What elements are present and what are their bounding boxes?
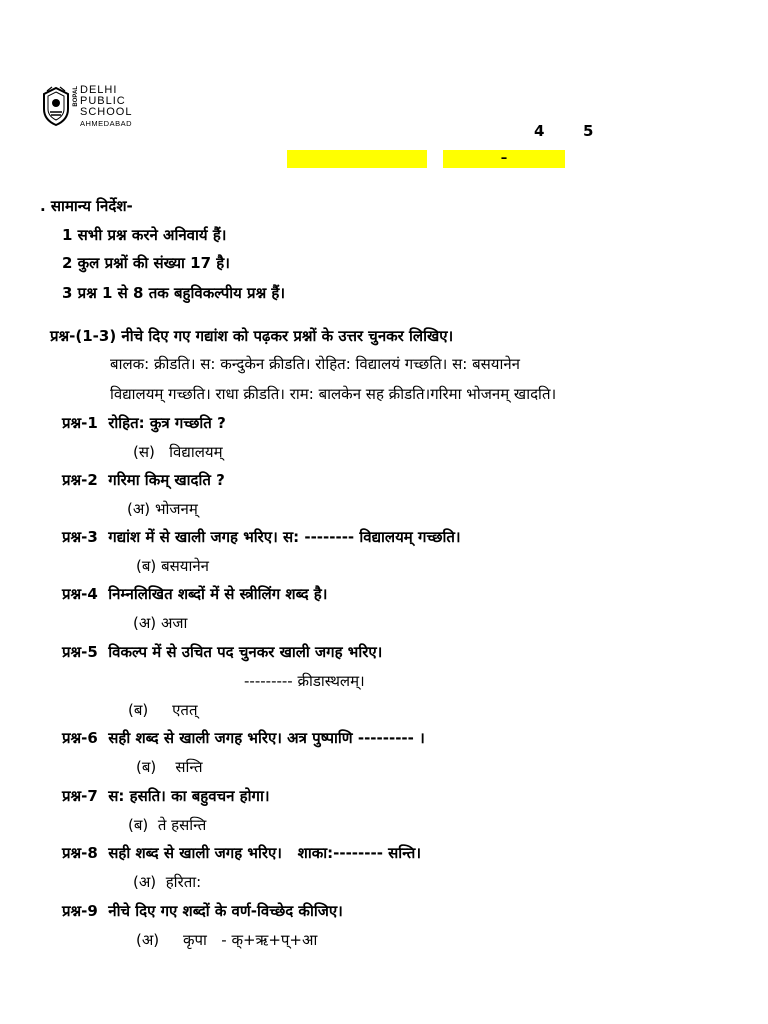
question-text: सही शब्द से खाली जगह भरिए। अत्र पुष्पाणि --------- । bbox=[108, 729, 425, 747]
answer-option: (अ) bbox=[136, 931, 160, 949]
answer-option: (स) bbox=[133, 443, 155, 461]
logo-vertical-text: BOPAL bbox=[73, 86, 79, 107]
question-6 bbox=[62, 728, 425, 748]
school-logo bbox=[40, 85, 72, 131]
question-8 bbox=[62, 843, 421, 863]
question-5 bbox=[62, 642, 382, 662]
class-number-2: 5 bbox=[583, 122, 594, 140]
question-3 bbox=[62, 527, 461, 547]
instructions-title: . सामान्य निर्देश- bbox=[40, 197, 133, 215]
school-emblem-icon bbox=[40, 85, 72, 127]
question-number: प्रश्न-1 bbox=[62, 414, 98, 432]
answer-option: (ब) bbox=[136, 758, 157, 776]
question-text: विकल्प में से उचित पद चुनकर खाली जगह भरिए। bbox=[108, 643, 383, 661]
instruction-item-3: 3 प्रश्न 1 से 8 तक बहुविकल्पीय प्रश्न हैं। bbox=[62, 284, 286, 302]
question-number: प्रश्न-8 bbox=[62, 844, 98, 862]
passage-heading: प्रश्न-(1-3) नीचे दिए गए गद्यांश को पढ़कर प्रश्नों के उत्तर चुनकर लिखिए। bbox=[50, 327, 454, 345]
question-text: रोहित: कुत्र गच्छति ? bbox=[108, 414, 226, 432]
passage-line-1: बालक: क्रीडति। स: कन्दुकेन क्रीडति। रोहित: विद्यालयं गच्छति। स: बसयानेन bbox=[110, 355, 521, 373]
answer-5 bbox=[128, 700, 198, 720]
answer-3 bbox=[136, 556, 209, 576]
answer-text: हरिता: bbox=[165, 873, 202, 891]
highlight-dash: – bbox=[500, 151, 508, 166]
passage-line-2: विद्यालयम् गच्छति। राधा क्रीडति। राम: बालकेन सह क्रीडति।गरिमा भोजनम् खादति। bbox=[110, 385, 557, 403]
answer-1 bbox=[133, 442, 223, 462]
answer-text: विद्यालयम् bbox=[169, 443, 223, 461]
highlight-bar-1 bbox=[287, 150, 427, 168]
question-text: निम्नलिखित शब्दों में से स्त्रीलिंग शब्द है। bbox=[108, 585, 328, 603]
answer-option: (ब) bbox=[128, 701, 149, 719]
question-number: प्रश्न-2 bbox=[62, 471, 98, 489]
question-9 bbox=[62, 901, 343, 921]
question-5-blank: --------- क्रीडास्थलम्। bbox=[244, 672, 365, 690]
question-number: प्रश्न-5 bbox=[62, 643, 98, 661]
answer-4 bbox=[133, 613, 187, 633]
answer-text: एतत् bbox=[172, 701, 198, 719]
answer-9 bbox=[136, 930, 317, 950]
answer-text: बसयानेन bbox=[161, 557, 210, 575]
logo-line-1: DELHI bbox=[80, 84, 118, 96]
question-4 bbox=[62, 584, 327, 604]
letter-split: - क्+ऋ+प्+आ bbox=[221, 931, 318, 949]
answer-text: ते हसन्ति bbox=[157, 816, 207, 834]
logo-line-4: AHMEDABAD bbox=[80, 119, 133, 128]
question-7 bbox=[62, 786, 270, 806]
question-text: गरिमा किम् खादति ? bbox=[108, 471, 225, 489]
question-number: प्रश्न-7 bbox=[62, 787, 98, 805]
answer-option: (अ) bbox=[133, 614, 157, 632]
answer-7 bbox=[128, 815, 206, 835]
answer-text: कृपा bbox=[183, 931, 207, 949]
question-number: प्रश्न-4 bbox=[62, 585, 98, 603]
instruction-item-1: 1 सभी प्रश्न करने अनिवार्य हैं। bbox=[62, 226, 227, 244]
question-number: प्रश्न-6 bbox=[62, 729, 98, 747]
highlight-bar-2 bbox=[443, 150, 565, 168]
answer-6 bbox=[136, 757, 203, 777]
answer-8 bbox=[133, 872, 201, 892]
logo-text bbox=[80, 85, 132, 129]
question-text: नीचे दिए गए शब्दों के वर्ण-विच्छेद कीजिए। bbox=[108, 902, 343, 920]
class-number-1: 4 bbox=[534, 122, 545, 140]
question-2 bbox=[62, 470, 225, 490]
answer-option: (अ) bbox=[127, 500, 151, 518]
logo-line-3: SCHOOL bbox=[80, 106, 133, 118]
logo-line-2: PUBLIC bbox=[80, 95, 126, 107]
question-number: प्रश्न-9 bbox=[62, 902, 98, 920]
question-text: सही शब्द से खाली जगह भरिए। शाका:-------- सन्ति। bbox=[108, 844, 422, 862]
answer-option: (ब) bbox=[136, 557, 157, 575]
answer-text: भोजनम् bbox=[154, 500, 198, 518]
instruction-item-2: 2 कुल प्रश्नों की संख्या 17 है। bbox=[62, 254, 230, 272]
answer-text: सन्ति bbox=[175, 758, 203, 776]
question-1 bbox=[62, 413, 226, 433]
answer-text: अजा bbox=[160, 614, 188, 632]
question-text: गद्यांश में से खाली जगह भरिए। स: -------- विद्यालयम् गच्छति। bbox=[108, 528, 461, 546]
answer-option: (अ) bbox=[133, 873, 157, 891]
answer-2 bbox=[127, 499, 198, 519]
question-text: स: हसति। का बहुवचन होगा। bbox=[108, 787, 270, 805]
question-number: प्रश्न-3 bbox=[62, 528, 98, 546]
answer-option: (ब) bbox=[128, 816, 149, 834]
